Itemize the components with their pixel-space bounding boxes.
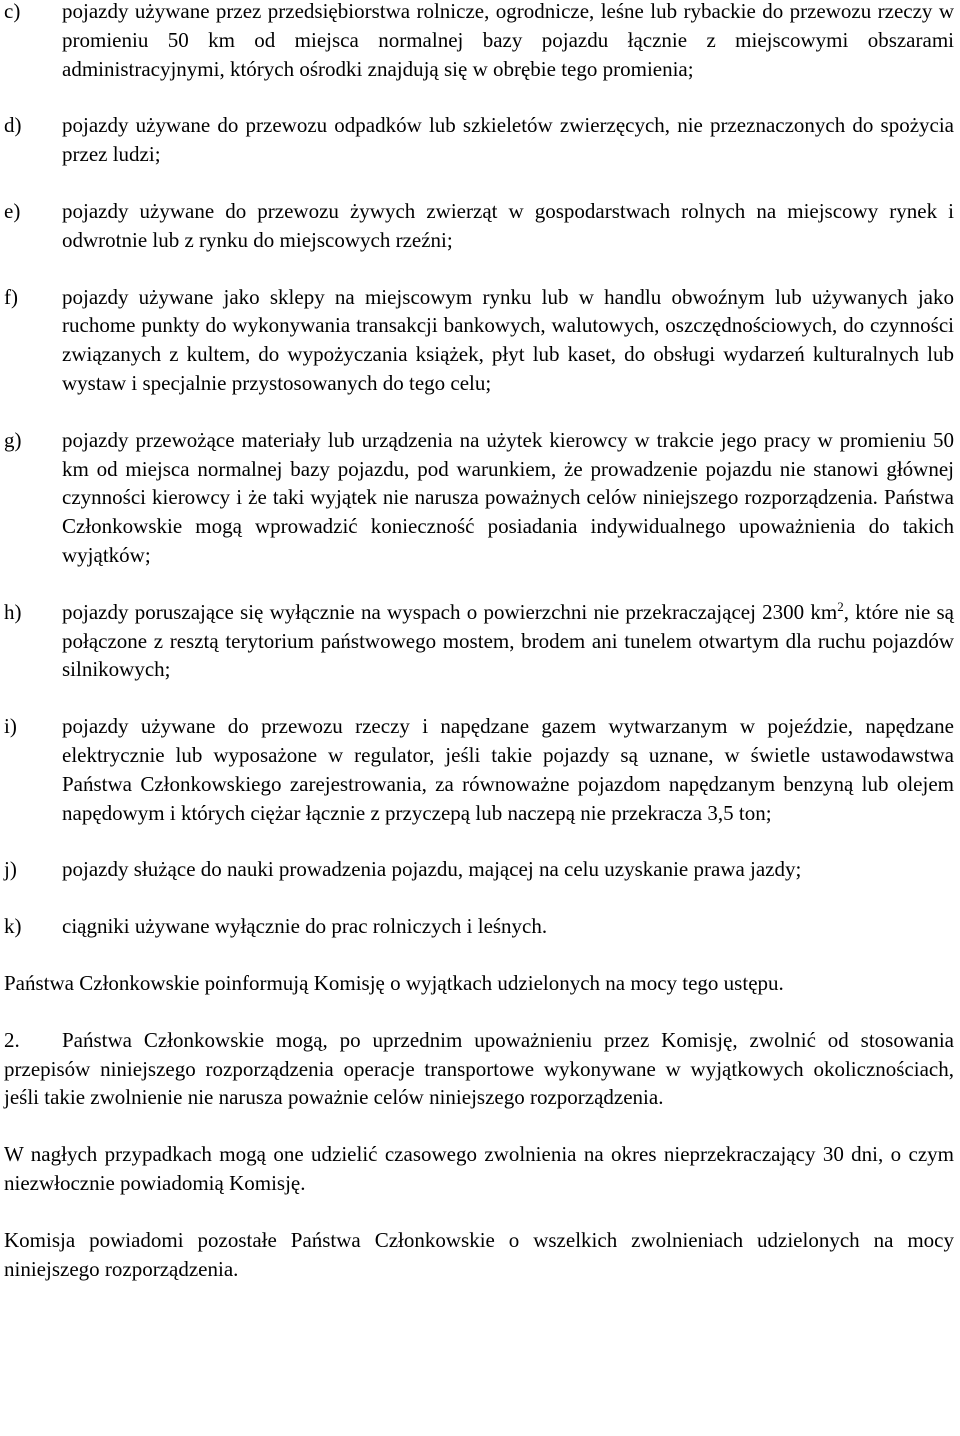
superscript-exponent: 2 [837,598,844,614]
section-number: 2. [4,1027,20,1052]
list-item-g [4,426,954,570]
list-item-text: pojazdy używane do przewozu rzeczy i napędzane gazem wytwarzanym w pojeździe, napędzane elektrycznie lub wyposażone w regulator, jeśli takie pojazdy są uznane, w świetle ustawodawstwa Państwa Członkowskiego zarejestrowania, za równoważne pojazdom napędzanym benzyną lub olejem napędowym i których ciężar łącznie z przyczepą lub naczepą nie przekracza 3,5 ton; [62,714,954,825]
paragraph-urgent-cases: W nagłych przypadkach mogą one udzielić czasowego zwolnienia na okres nieprzekraczający 30 dni, o czym niezwłocznie powiadomią Komisję. [4,1142,954,1195]
list-item-text: pojazdy używane do przewozu odpadków lub szkieletów zwierzęcych, nie przeznaczonych do spożycia przez ludzi; [62,113,954,167]
list-marker: k) [4,914,22,939]
list-marker: g) [4,427,22,452]
section-text: Państwa Członkowskie mogą, po uprzednim upoważnieniu przez Komisję, zwolnić od stosowania przepisów niniejszego rozporządzenia operacje transportowe wykonywane w wyjątkowych okolicznościach, jeśli takie zwolnienie nie narusza poważnie celów niniejszego rozporządzenia. [4,1027,954,1110]
list-item-text-before: pojazdy poruszające się wyłącznie na wyspach o powierzchni nie przekraczającej 2300 km [62,599,838,624]
paragraph-inform-commission: Państwa Członkowskie poinformują Komisję o wyjątkach udzielonych na mocy tego ustępu. [4,970,784,995]
list-item-c [4,0,954,83]
list-marker: i) [4,714,17,739]
list-marker: e) [4,198,21,223]
paragraph-section-2 [4,1026,954,1112]
list-item-text-after: , które nie są połączone z resztą terytorium państwowego mostem, brodem ani tunelem otwartym dla ruchu pojazdów silnikowych; [62,599,955,682]
list-item-f [4,283,954,398]
list-item-e [4,197,954,255]
list-marker: c) [4,0,21,23]
list-item-j [4,855,954,884]
list-marker: f) [4,284,18,309]
list-item-text: pojazdy służące do nauki prowadzenia pojazdu, mającej na celu uzyskanie prawa jazdy; [62,857,802,882]
list-item-text: pojazdy przewożące materiały lub urządzenia na użytek kierowcy w trakcie jego pracy w promieniu 50 km od miejsca normalnej bazy pojazdu, pod warunkiem, że prowadzenie pojazdu nie stanowi głównej czynności kierowcy i że taki wyjątek nie narusza poważnych celów niniejszego rozporządzenia. Państwa Członkowskie mogą wprowadzić konieczność posiadania indywidualnego upoważnienia do takich wyjątków; [62,427,954,567]
list-marker: j) [4,857,17,882]
list-item-h [4,598,954,684]
list-item-i [4,712,954,827]
list-item-k [4,912,954,941]
list-item-text: ciągniki używane wyłącznie do prac rolniczych i leśnych. [62,914,548,939]
list-item-text: pojazdy używane jako sklepy na miejscowym rynku lub w handlu obwoźnym lub używanych jako ruchome punkty do wykonywania transakcji bankowych, walutowych, oszczędnościowych, do czynności związanych z kultem, do wypożyczania książek, płyt lub kaset, do obsługi wydarzeń kulturalnych lub wystaw i specjalnie przystosowanych do tego celu; [62,284,954,395]
list-item-text: pojazdy używane do przewozu żywych zwierząt w gospodarstwach rolnych na miejscowy rynek i odwrotnie lub z rynku do miejscowych rzeźni; [62,198,954,252]
list-item-text: pojazdy używane przez przedsiębiorstwa rolnicze, ogrodnicze, leśne lub rybackie do przewozu rzeczy w promieniu 50 km od miejsca normalnej bazy pojazdu łącznie z miejscowymi obszarami administracyjnymi, których ośrodki znajdują się w obrębie tego promienia; [62,0,954,81]
paragraph-commission-notice: Komisja powiadomi pozostałe Państwa Członkowskie o wszelkich zwolnieniach udzielonych na mocy niniejszego rozporządzenia. [4,1227,954,1281]
list-item-d [4,111,954,169]
list-marker: d) [4,113,22,138]
list-marker: h) [4,599,22,624]
